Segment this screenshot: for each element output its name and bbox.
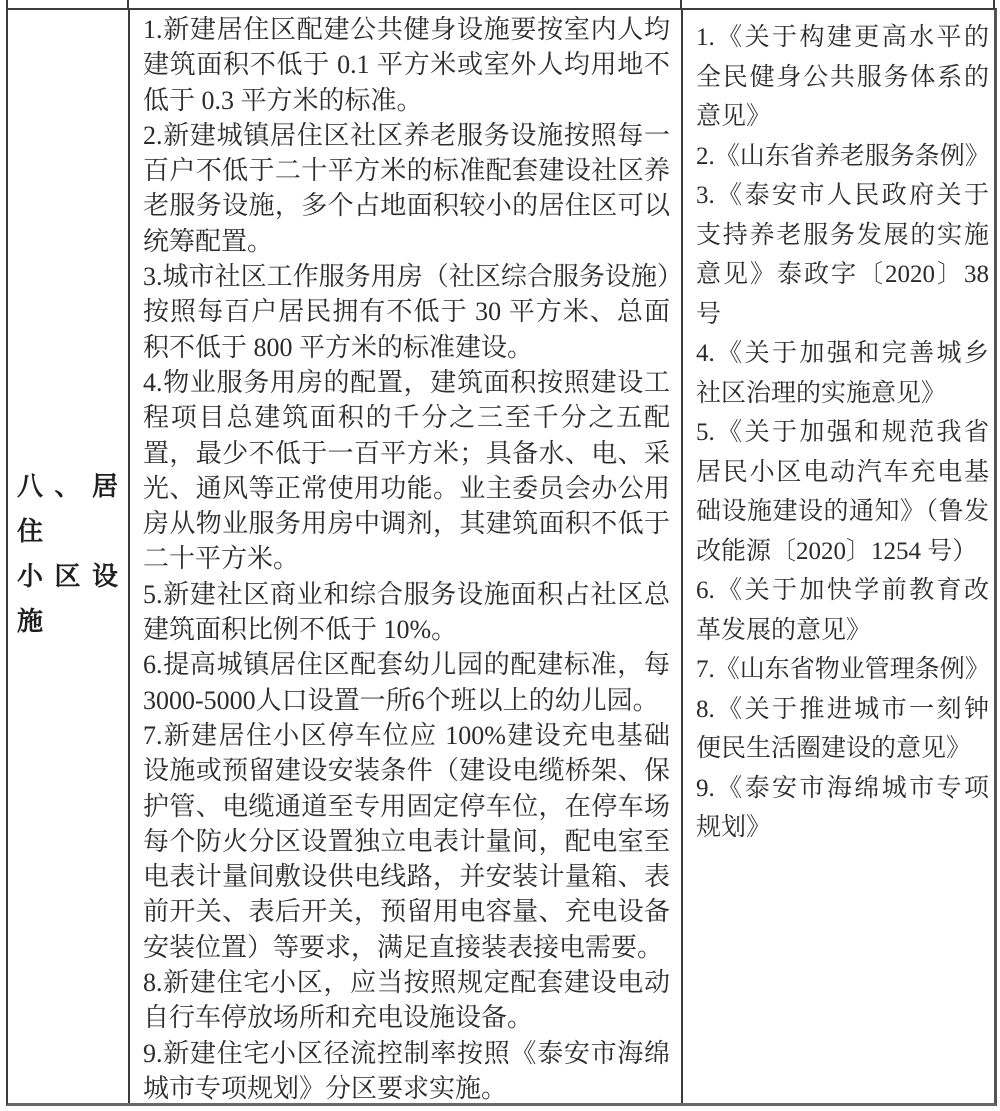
row-header-text: 八、居住 bbox=[17, 471, 118, 546]
reference-item: 1.《关于构建更高水平的全民健身公共服务体系的意见》 bbox=[696, 24, 989, 130]
standard-item: 2.新建城镇居住区社区养老服务设施按照每一百户不低于二十平方米的标准配套建设社区养老服务设施，多个占地面积较小的居住区可以统筹配置。 bbox=[143, 120, 670, 256]
row-header-lines bbox=[17, 464, 118, 644]
references-cell bbox=[683, 10, 994, 1103]
reference-item: 4.《关于加强和完善城乡社区治理的实施意见》 bbox=[696, 340, 989, 407]
standard-item: 5.新建社区商业和综合服务设施面积占社区总建筑面积比例不低于 10%。 bbox=[143, 579, 670, 645]
row-header-text: 施 bbox=[17, 606, 44, 636]
standard-item: 8.新建住宅小区，应当按照规定配套建设电动自行车停放场所和充电设施设备。 bbox=[143, 968, 670, 1033]
reference-item: 8.《关于推进城市一刻钟便民生活圈建设的意见》 bbox=[696, 695, 989, 762]
row-header-cell bbox=[8, 10, 130, 1103]
standard-item: 4.物业服务用房的配置，建筑面积按照建设工程项目总建筑面积的千分之三至千分之五配置，最少不低于一百平方米；具备水、电、采光、通风等正常使用功能。业主委员会办公用房从物业服务用房中调剂，其建筑面积不低于二十平方米。 bbox=[143, 367, 670, 574]
facilities-table-row bbox=[6, 8, 997, 1106]
references-list bbox=[696, 18, 989, 848]
reference-item: 5.《关于加强和规范我省居民小区电动汽车充电基础设施建设的通知》（鲁发改能源〔2020〕1254 号） bbox=[696, 419, 989, 565]
standard-item: 6.提高城镇居住区配套幼儿园的配建标准，每3000-5000人口设置一所6个班以上的幼儿园。 bbox=[143, 650, 670, 715]
reference-item: 7.《山东省物业管理条例》 bbox=[696, 656, 990, 683]
reference-item: 6.《关于加快学前教育改革发展的意见》 bbox=[696, 577, 989, 644]
standard-item: 7.新建居住小区停车位应 100%建设充电基础设施或预留建设安装条件（建设电缆桥架、保护管、电缆通道至专用固定停车位，在停车场每个防火分区设置独立电表计量间，配电室至电表计量间敷设供电线路，并安装计量箱、表前开关、表后开关，预留用电容量、充电设备安装位置）等要求，满足直接装表接电需要。 bbox=[143, 720, 670, 962]
reference-item: 3.《泰安市人民政府关于支持养老服务发展的实施意见》泰政字〔2020〕38 号 bbox=[696, 182, 989, 328]
standards-list bbox=[143, 12, 670, 1103]
reference-item: 9.《泰安市海绵城市专项规划》 bbox=[696, 774, 989, 841]
reference-item: 2.《山东省养老服务条例》 bbox=[696, 142, 990, 170]
standard-item: 1.新建居住区配建公共健身设施要按室内人均建筑面积不低于 0.1 平方米或室外人均用地不低于 0.3 平方米的标准。 bbox=[143, 15, 670, 115]
standard-item: 3.城市社区工作服务用房（社区综合服务设施）按照每百户居民拥有不低于 30 平方米、总面积不低于 800 平方米的标准建设。 bbox=[143, 262, 670, 362]
standards-cell bbox=[130, 10, 683, 1103]
standard-item: 9.新建住宅小区径流控制率按照《泰安市海绵城市专项规划》分区要求实施。 bbox=[143, 1038, 670, 1103]
row-header-text: 小区设 bbox=[17, 561, 118, 591]
